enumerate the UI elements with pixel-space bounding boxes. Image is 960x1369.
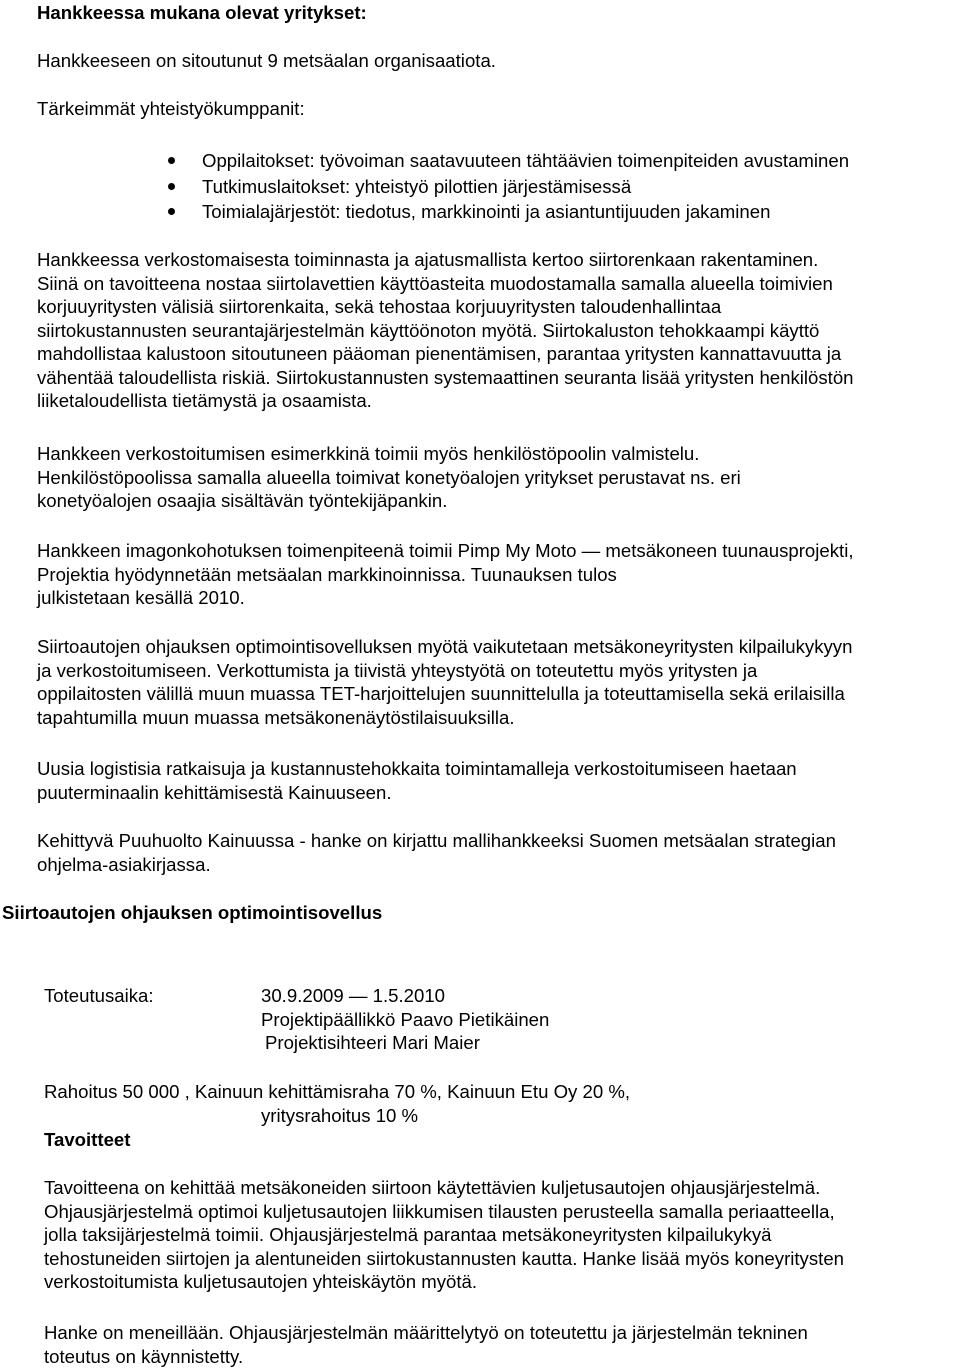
project-secretary: Projektisihteeri Mari Maier <box>265 1032 480 1053</box>
funding-line-cont: yritysrahoitus 10 % <box>261 1105 419 1126</box>
list-item <box>0 199 849 225</box>
text-line: verkostoitumista kuljetusautojen yhteiskäytön myötä. <box>44 1271 478 1292</box>
bullet-icon <box>168 157 175 164</box>
text-line: oppilaitosten välillä muun muassa TET-harjoittelujen suunnittelulla ja toteuttamisella sekä erilaisilla <box>37 683 845 704</box>
partners-heading: Tärkeimmät yhteistyökumppanit: <box>37 98 305 119</box>
text-line: siirtokustannusten seurantajärjestelmän käyttöönoton myötä. Siirtokaluston tehokkaampi käyttö <box>37 319 820 341</box>
paragraph-strategy <box>37 829 836 876</box>
text-line: Projektia hyödynnetään metsäalan markkinoinnissa. Tuunauksen tulos <box>37 563 617 585</box>
text-line: vähentää taloudellista riskiä. Siirtokustannusten systemaattinen seuranta lisää yritysten henkilöstön <box>37 366 854 388</box>
text-line: konetyöalojen osaajia sisältävän työntekijäpankin. <box>37 490 448 511</box>
bullet-icon <box>168 208 175 215</box>
text-line: Hankkeen imagonkohotuksen toimenpiteenä toimii Pimp My Moto — metsäkoneen tuunausprojekti, <box>37 540 854 561</box>
text-line: puuterminaalin kehittämisestä Kainuuseen. <box>37 781 392 803</box>
text-line: liiketaloudellista tietämystä ja osaamista. <box>37 390 372 411</box>
paragraph-logistics <box>37 757 797 804</box>
partners-list <box>0 148 849 225</box>
text-line: ja verkostoitumiseen. Verkottumista ja tiivistä yhteystyötä on toteutettu myös yritysten ja <box>37 659 758 681</box>
project-manager: Projektipäällikkö Paavo Pietikäinen <box>261 1009 550 1030</box>
goals-heading: Tavoitteet <box>44 1129 131 1150</box>
participants-intro: Hankkeeseen on sitoutunut 9 metsäalan organisaatiota. <box>37 50 496 71</box>
paragraph-image <box>37 539 854 610</box>
paragraph-optimization <box>37 635 852 729</box>
text-line: tapahtumilla muun muassa metsäkonenäytöstilaisuuksilla. <box>37 706 515 728</box>
text-line: Hanke on meneillään. Ohjausjärjestelmän määrittelytyö on toteutettu ja järjestelmän tekninen <box>44 1322 808 1343</box>
text-line: ohjelma-asiakirjassa. <box>37 853 211 875</box>
text-line: jolla taksijärjestelmä toimii. Ohjausjärjestelmä parantaa metsäkoneyritysten kilpailukykyä <box>44 1224 772 1245</box>
text-line: Kehittyvä Puuhuolto Kainuussa - hanke on kirjattu mallihankkeeksi Suomen metsäalan strategian <box>37 830 836 851</box>
paragraph-personnel-pool <box>37 442 741 513</box>
text-line: mahdollistaa kalustoon sitoutuneen pääoman pienentämisen, parantaa yritysten kannattavuutta ja <box>37 343 842 364</box>
text-line: toteutus on käynnistetty. <box>44 1345 244 1367</box>
text-line: Tavoitteena on kehittää metsäkoneiden siirtoon käytettävien kuljetusautojen ohjausjärjestelmä. <box>44 1177 821 1198</box>
funding-line: Rahoitus 50 000 , Kainuun kehittämisraha 70 %, Kainuun Etu Oy 20 %, <box>44 1081 631 1102</box>
list-item <box>0 148 849 174</box>
participants-heading: Hankkeessa mukana olevat yritykset: <box>37 2 367 23</box>
duration-value: 30.9.2009 — 1.5.2010 <box>261 985 446 1006</box>
text-line: Hankkeen verkostoitumisen esimerkkinä toimii myös henkilöstöpoolin valmistelu. <box>37 443 700 464</box>
project-title: Siirtoautojen ohjauksen optimointisovellus <box>2 902 383 923</box>
text-line: Ohjausjärjestelmä optimoi kuljetusautojen liikkumisen tilausten perusteella samalla periaatteella, <box>44 1200 835 1222</box>
status-paragraph <box>44 1321 808 1368</box>
duration-label: Toteutusaika: <box>44 985 154 1006</box>
bullet-icon <box>168 183 175 190</box>
text-line: Hankkeessa verkostomaisesta toiminnasta ja ajatusmallista kertoo siirtorenkaan rakentaminen. <box>37 249 819 270</box>
text-line: Henkilöstöpoolissa samalla alueella toimivat konetyöalojen yritykset perustavat ns. eri <box>37 466 741 488</box>
list-item-text: Oppilaitokset: työvoiman saatavuuteen tähtäävien toimenpiteiden avustaminen <box>202 150 850 171</box>
text-line: tehostuneiden siirtojen ja alentuneiden siirtokustannusten kautta. Hanke lisää myös koneyritysten <box>44 1247 845 1269</box>
text-line: julkistetaan kesällä 2010. <box>37 587 245 608</box>
goals-paragraph <box>44 1176 844 1294</box>
text-line: Uusia logistisia ratkaisuja ja kustannustehokkaita toimintamalleja verkostoitumiseen haetaan <box>37 758 797 779</box>
list-item-text: Tutkimuslaitokset: yhteistyö pilottien järjestämisessä <box>202 175 632 197</box>
list-item-text: Toimialajärjestöt: tiedotus, markkinointi ja asiantuntijuuden jakaminen <box>202 201 771 222</box>
text-line: Siirtoautojen ohjauksen optimointisovelluksen myötä vaikutetaan metsäkoneyritysten kilpailukykyyn <box>37 636 853 657</box>
text-line: korjuuyritysten välisiä siirtorenkaita, sekä tehostaa korjuuyritysten taloudenhallintaa <box>37 296 722 317</box>
text-line: Siinä on tavoitteena nostaa siirtolavettien käyttöasteita muodostamalla samalla alueella toimivien <box>37 272 833 294</box>
list-item <box>0 174 849 200</box>
paragraph-network <box>37 248 854 413</box>
